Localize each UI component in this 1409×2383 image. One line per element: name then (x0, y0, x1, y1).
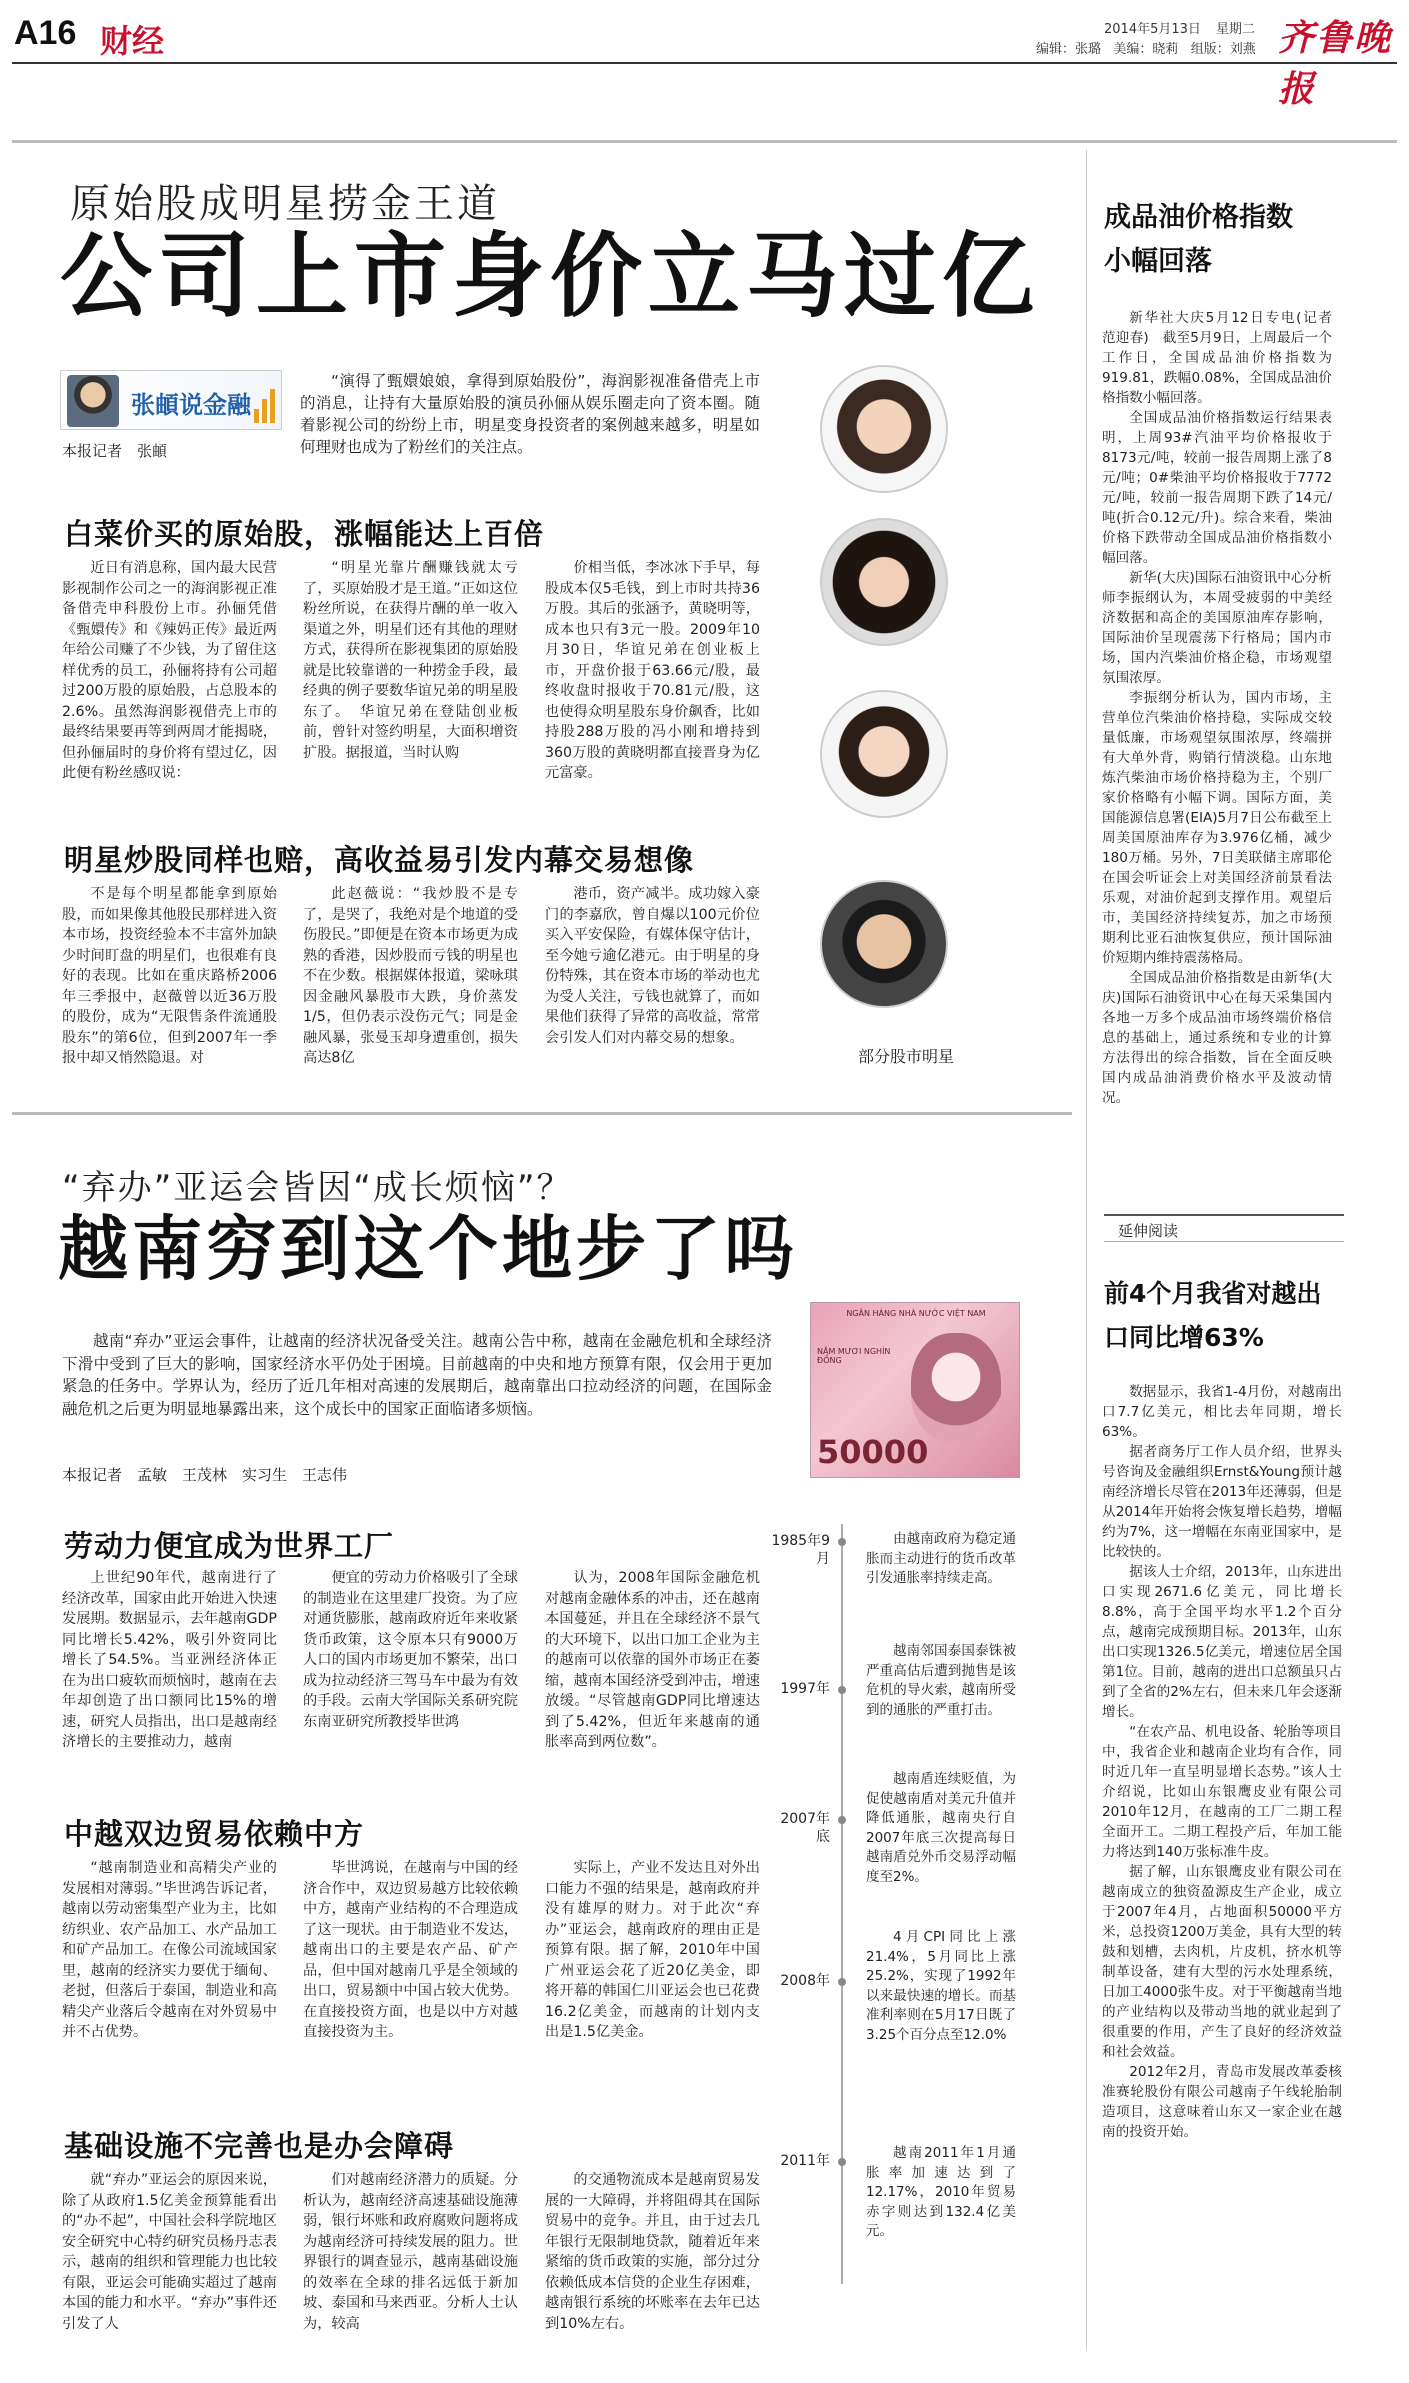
banknote-denomination: NĂM MƯƠI NGHÌN ĐỒNG (817, 1347, 891, 1365)
article2-s1-col1: 上世纪90年代，越南进行了经济改革，国家由此开始进入快速发展期。数据显示，去年越南GDP同比增长5.42%，吸引外资同比增长了54.5%。当亚洲经济体正在为出口疲软而烦恼时，越南在去年却创造了出口额同比15%的增速，研究人员指出，出口是越南经济增长的主要推动力，越南 (62, 1570, 277, 1750)
paragraph: 新华社大庆5月12日专电(记者 范迎春) 截至5月9日，上周最后一个工作日，全国成品油价格指数为919.81，跌幅0.08%，全国成品油价格指数小幅回落。 (1102, 310, 1346, 406)
article2-lead: 越南“弃办”亚运会事件，让越南的经济状况备受关注。越南公告中称，越南在金融危机和全球经济下滑中受到了巨大的影响，国家经济水平仍处于困境。目前越南的中央和地方预算有限，仅会用于更加紧急的任务中。学界认为，经历了近几年相对高速的发展期后，越南靠出口拉动经济的问题，在国际金融危机之后更为明显地暴露出来，这个成长中的国家正面临诸多烦恼。 (62, 1332, 772, 1418)
related-reading-bar (1104, 1214, 1344, 1242)
article2-s3-col2: 们对越南经济潜力的质疑。分析认为，越南经济高速基础设施薄弱，银行坏账和政府腐败问题将成为越南经济可持续发展的阻力。世界银行的调查显示，越南基础设施的效率在全球的排名远低于新加坡、泰国和马来西亚。分析人士认为，较高 (303, 2172, 518, 2332)
star-photo-2 (820, 518, 948, 646)
paragraph: 全国成品油价格指数是由新华(大庆)国际石油资讯中心在每天采集国内各地一万多个成品油市场终端价格信息的基础上，通过系统和专业的计算方法得出的综合指数，旨在全面反映国内成品油消费价格水平及波动情况。 (1102, 970, 1332, 1106)
editor-credits: 编辑：张璐 美编：晓莉 组版：刘燕 (1036, 42, 1256, 57)
sidebar-story2-title: 前4个月我省对越出口同比增63% (1104, 1279, 1322, 1352)
top-divider (12, 140, 1397, 143)
article2-s1-col2: 便宜的劳动力价格吸引了全球的制造业在这里建厂投资。为了应对通货膨胀，越南政府近年来收紧货币政策，这令原本只有9000万人口的国内市场更加不繁荣，出口成为拉动经济三驾马车中最为有效的手段。云南大学国际关系研究院东南亚研究所教授毕世鸿 (303, 1570, 518, 1730)
article1-s1-col3: 价相当低，李冰冰下手早，每股成本仅5毛钱，到上市时共持36万股。其后的张涵予，黄晓明等，成本也只有3元一股。2009年10月30日，华谊兄弟在创业板上市，开盘价报于63.66元/股，最终收盘时报收于70.81元/股，这也使得众明星股东身价飙香，比如持股288万股的冯小刚和增持到360万股的黄晓明都直接晋身为亿元富豪。 (545, 560, 760, 781)
article1-s2-col1: 不是每个明星都能拿到原始股，而如果像其他股民那样进入资本市场，投资经验本不丰富外加缺少时间盯盘的明星们，也很难有良好的表现。比如在重庆路桥2006年三季报中，赵薇曾以近36万股的股份，成为“无限售条件流通股股东”的第6位，但到2007年一季报中却又悄然隐退。对 (62, 886, 277, 1066)
paragraph: 李振纲分析认为，国内市场，主营单位汽柴油价格持稳，实际成交较量低廉，市场观望氛围浓厚，终端拼有大单外背，购销行情淡稳。山东地炼汽柴油市场价格持稳为主，个别厂家价格略有小幅下调。国际方面，美国能源信息署(EIA)5月7日公布截至上周美国原油库存为3.976亿桶，减少180万桶。另外，7日美联储主席耶伦在国会听证会上对美国经济前景看法乐观，对油价起到支撑作用。观望后市，美国经济持续复苏，加之市场预期利比亚石油恢复供应，预计国际油价短期内维持震荡格局。 (1102, 690, 1332, 966)
column-logo (60, 370, 282, 430)
banknote-image (810, 1302, 1020, 1478)
section-name: 财经 (100, 22, 165, 60)
paragraph: 数据显示，我省1-4月份，对越南出口7.7亿美元，相比去年同期，增长63%。 (1102, 1384, 1342, 1440)
timeline-year: 1985年9月 (771, 1533, 830, 1567)
issue-weekday: 星期二 (1216, 22, 1256, 37)
paragraph: 2012年2月，青岛市发展改革委核准赛轮股份有限公司越南子午线轮胎制造项目，这意味着山东又一家企业在越南的投资开始。 (1102, 2064, 1342, 2140)
timeline-dot (838, 1686, 846, 1694)
paragraph: 新华(大庆)国际石油资讯中心分析师李振纲认为，本周受疲弱的中美经济数据和高企的美国原油库存影响，国际油价呈现震荡下行格局；国内市场，国内汽柴油价格企稳，市场观望氛围浓厚。 (1102, 570, 1332, 686)
article1-headline: 公司上市身价立马过亿 (60, 223, 1041, 330)
star-photo-4 (820, 880, 948, 1008)
sidebar-story1-title: 成品油价格指数小幅回落 (1104, 202, 1293, 277)
timeline-text: 越南2011年1月通胀率加速达到了12.17%，2010年贸易赤字则达到132.4亿美元。 (866, 2145, 1016, 2239)
article1-s1-col2: “明星光靠片酬赚钱就太亏了，买原始股才是王道。”正如这位粉丝所说，在获得片酬的单一收入渠道之外，明星们还有其他的理财方式，获得所在影视集团的原始股就是比较靠谱的一种捞金手段，最经典的例子要数华谊兄弟的明星股东了。 华谊兄弟在登陆创业板前，曾针对签约明星，大面积增资扩股。据报道，当时认购 (303, 560, 518, 761)
article2-s2-col1: “越南制造业和高精尖产业的发展相对薄弱。”毕世鸿告诉记者，越南以劳动密集型产业为主，比如纺织业、农产品加工、水产品加工和矿产品加工。在像公司流域国家里，越南的经济实力要优于缅甸、老挝，但落后于泰国，制造业和高精尖产业落后令越南在对外贸易中并不占优势。 (62, 1860, 277, 2040)
banknote-value: 50000 (817, 1433, 929, 1471)
paragraph: 据了解，山东银鹰皮业有限公司在越南成立的独资盈源皮生产企业，成立于2007年4月，占地面积50000平方米，总投资1200万美金，具有大型的转鼓和划槽，去肉机，片皮机，挤水机等制革设备，建有大型的污水处理系统，日加工4000张牛皮。对于平衡越南当地的产业结构以及带动当地的就业起到了很重要的作用，产生了良好的经济效益和社会效益。 (1102, 1864, 1342, 2060)
timeline-text: 由越南政府为稳定通胀而主动进行的货币改革引发通胀率持续走高。 (866, 1531, 1016, 1586)
timeline-year: 1997年 (780, 1681, 830, 1697)
timeline-year: 2011年 (780, 2153, 830, 2169)
paper-logo: 齐鲁晚报 (1278, 17, 1393, 110)
paragraph: 全国成品油价格指数运行结果表明，上周93#汽油平均价格报收于8173元/吨，较前一报告周期上涨了8元/吨；0#柴油平均价格报收于7772元/吨，较前一报告周期下跌了14元/吨(折合0.12元/升)。综合来看，柴油价格下跌带动全国成品油价格指数小幅回落。 (1102, 410, 1332, 566)
timeline-text: 越南邻国泰国泰铢被严重高估后遭到抛售是该危机的导火索，越南所受到的通胀的严重打击。 (866, 1643, 1016, 1718)
paragraph: “在农产品、机电设备、轮胎等项目中，我省企业和越南企业均有合作，同时近几年一直呈明显增长态势。”该人士介绍说，比如山东银鹰皮业有限公司2010年12月，在越南的工厂二期工程全面开工。二期工程投产后，年加工能力将达到140万张标准牛皮。 (1102, 1724, 1342, 1860)
related-reading-label: 延伸阅读 (1118, 1222, 1179, 1240)
article1-byline: 本报记者 张頔 (62, 442, 168, 460)
article1-section2-title: 明星炒股同样也赔，高收益易引发内幕交易想像 (64, 843, 695, 877)
photo-caption: 部分股市明星 (858, 1047, 955, 1066)
article2-headline: 越南穷到这个地步了吗 (58, 1208, 798, 1290)
timeline-axis (841, 1524, 843, 2284)
article1-s2-col3: 港币，资产减半。成功嫁入豪门的李嘉欣，曾自爆以100元价位买入平安保险，有媒体保守估计，至今她亏逾亿港元。由于明星的身份特殊，其在资本市场的举动也尤为受人关注，亏钱也就算了，而如果他们获得了异常的高收益，常常会引发人们对内幕交易的想象。 (545, 886, 760, 1046)
page-number: A16 (14, 14, 77, 52)
column-logo-text: 张頔说金融 (131, 391, 251, 419)
article2-s2-col3: 实际上，产业不发达且对外出口能力不强的结果是，越南政府并没有雄厚的财力。对于此次“弃办”亚运会，越南政府的理由正是预算有限。据了解，2010年中国广州亚运会花了近20亿美金，即将开幕的韩国仁川亚运会也已花费16.2亿美金，而越南的计划内支出是1.5亿美金。 (545, 1860, 760, 2040)
article2-s3-col3: 的交通物流成本是越南贸易发展的一大障碍，并将阻碍其在国际贸易中的竞争。并且，由于过去几年银行无限制地贷款，随着近年来紧缩的货币政策的实施，部分过分依赖低成本信贷的企业生存困难，越南银行系统的坏账率在去年已达到10%左右。 (545, 2172, 760, 2332)
masthead-rule (12, 62, 1397, 64)
star-photo-1 (820, 365, 948, 493)
sidebar-story1-body (1102, 308, 1346, 1108)
timeline-dot (838, 1816, 846, 1824)
timeline-year: 2008年 (780, 1973, 830, 1989)
article2-section2-title: 中越双边贸易依赖中方 (64, 1817, 365, 1851)
article2-section3-title: 基础设施不完善也是办会障碍 (64, 2129, 455, 2163)
sidebar-story2-body (1102, 1382, 1342, 2142)
article2-s3-col1: 就“弃办”亚运会的原因来说，除了从政府1.5亿美金预算能看出的“办不起”，中国社会科学院地区安全研究中心特约研究员杨丹志表示，越南的组织和管理能力也比较有限，亚运会可能确实超过了越南本国的能力和水平。“弃办”事件还引发了人 (62, 2172, 277, 2332)
issue-date: 2014年5月13日 (1104, 22, 1201, 37)
paragraph: 据者商务厅工作人员介绍，世界头号咨询及金融组织Ernst&Young预计越南经济增长尽管在2013年还薄弱，但是从2014年开始将会恢复增长趋势，增幅约为7%，这一增幅在东南亚国家中，是比较快的。 (1102, 1444, 1342, 1560)
paragraph: 据该人士介绍，2013年，山东进出口实现2671.6亿美元，同比增长8.8%，高于全国平均水平1.2个百分点，越南完成预期目标。2013年，山东出口实现1326.5亿美元，增速位居全国第1位。目前，越南的进出口总额虽只占到了全省的2%左右，但未来几年会逐渐增长。 (1102, 1564, 1342, 1720)
article1-lead: “演得了甄嬛娘娘，拿得到原始股份”，海润影视准备借壳上市的消息，让持有大量原始股的演员孙俪从娱乐圈走向了资本圈。随着影视公司的纷纷上市，明星变身投资者的案例越来越多，明星如何理财也成为了粉丝们的关注点。 (300, 372, 760, 456)
article1-s2-col2: 此赵薇说：“我炒股不是专了，是哭了，我绝对是个地道的受伤股民。”即便是在资本市场更为成熟的香港，因炒股而亏钱的明星也不在少数。根据媒体报道，梁咏琪因金融风暴股市大跌，身价蒸发1/5，但仍表示没伤元气；同是金融风暴，张曼玉却身遭重创，损失高达8亿 (303, 886, 518, 1066)
banknote-portrait (911, 1333, 1001, 1443)
masthead (0, 0, 1409, 110)
article2-s2-col2: 毕世鸿说，在越南与中国的经济合作中，双边贸易越方比较依赖中方，越南产业结构的不合理造成了这一现状。由于制造业不发达，越南出口的主要是农产品、矿产品，但中国对越南几乎是全领域的出口，贸易额中中国占较大优势。在直接投资方面，也是以中方对越直接投资为主。 (303, 1860, 518, 2040)
banknote-country: NGÂN HÀNG NHÀ NƯỚC VIỆT NAM (846, 1309, 986, 1318)
timeline-text: 越南盾连续贬值，为促使越南盾对美元升值并降低通胀，越南央行自2007年底三次提高每日越南盾兑外币交易浮动幅度至2%。 (866, 1771, 1016, 1885)
timeline-dot (838, 1978, 846, 1986)
timeline-year: 2007年底 (780, 1811, 830, 1845)
chart-icon (253, 383, 277, 423)
article2-byline: 本报记者 孟敏 王茂林 实习生 王志伟 (62, 1466, 348, 1484)
timeline-dot (838, 2158, 846, 2166)
star-photo-3 (820, 690, 948, 818)
timeline-dot (838, 1538, 846, 1546)
timeline (770, 1520, 1030, 2300)
article-divider (12, 1112, 1072, 1115)
article1-section1-title: 白菜价买的原始股，涨幅能达上百倍 (64, 517, 545, 551)
sidebar-divider (1086, 150, 1087, 2350)
article2-section1-title: 劳动力便宜成为世界工厂 (64, 1529, 395, 1563)
article2-s1-col3: 认为，2008年国际金融危机对越南金融体系的冲击，还在越南本国蔓延，并且在全球经济不景气的大环境下，以出口加工企业为主的越南可以依靠的国外市场正在萎缩，越南本国经济受到冲击，增速放缓。“尽管越南GDP同比增速达到了5.42%，但近年来越南的通胀率高到两位数”。 (545, 1570, 760, 1750)
timeline-text: 4月CPI同比上涨21.4%，5月同比上涨25.2%，实现了1992年以来最快速的增长。而基准利率则在5月17日既了3.25个百分点至12.0% (866, 1929, 1016, 2043)
article2-kicker: “弃办”亚运会皆因“成长烦恼”？ (62, 1168, 573, 1208)
article1-kicker: 原始股成明星捞金王道 (70, 181, 500, 227)
columnist-avatar (67, 375, 119, 427)
article1-s1-col1: 近日有消息称，国内最大民营影视制作公司之一的海润影视正准备借壳申科股份上市。孙俪凭借《甄嬛传》和《辣妈正传》最近两年给公司赚了不少钱，为了留住这样优秀的员工，孙俪将持有公司超过200万股的原始股，占总股本的2.6%。虽然海润影视借壳上市的最终结果要再等到两周才能揭晓，但孙俪届时的身价将有望过亿，因此便有粉丝感叹说： (62, 560, 277, 781)
